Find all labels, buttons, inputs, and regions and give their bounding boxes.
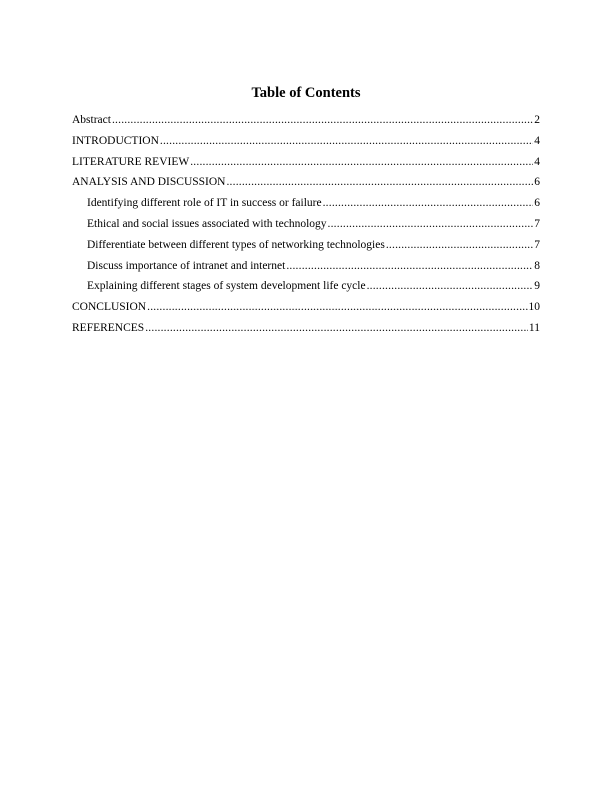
dot-leader <box>386 238 533 252</box>
toc-entry-networking-technologies[interactable] <box>72 238 540 259</box>
dot-leader <box>367 279 534 293</box>
dot-leader <box>112 113 533 127</box>
dot-leader <box>286 259 533 273</box>
dot-leader <box>147 300 527 314</box>
dot-leader <box>226 175 533 189</box>
toc-entry-sdlc-stages[interactable] <box>72 279 540 300</box>
toc-entry-role-of-it[interactable] <box>72 196 540 217</box>
toc-page-number: 9 <box>534 280 540 293</box>
toc-entry-text: Differentiate between different types of networking technologies <box>87 238 385 251</box>
toc-page-number: 11 <box>528 321 540 334</box>
toc-entry-text: REFERENCES <box>72 321 145 334</box>
dot-leader <box>190 155 533 169</box>
toc-entry-text: Ethical and social issues associated with technology <box>87 217 327 230</box>
toc-list <box>72 113 540 342</box>
toc-entry-text: INTRODUCTION <box>72 134 159 147</box>
toc-entry-literature-review[interactable] <box>72 155 540 176</box>
toc-page-number: 10 <box>528 301 540 314</box>
toc-entry-references[interactable] <box>72 321 540 342</box>
dot-leader <box>145 321 528 335</box>
toc-title: Table of Contents <box>251 85 361 101</box>
toc-entry-text: Identifying different role of IT in success or failure <box>87 197 322 210</box>
toc-entry-text: Abstract <box>72 114 111 126</box>
toc-entry-analysis-and-discussion[interactable] <box>72 175 540 196</box>
toc-page-number: 4 <box>534 155 540 168</box>
toc-page-number: 6 <box>534 176 540 189</box>
toc-page-number: 2 <box>534 114 540 126</box>
toc-page-number: 7 <box>534 238 540 251</box>
toc-entry-text: ANALYSIS AND DISCUSSION <box>72 176 226 189</box>
toc-entry-ethical-social-issues[interactable] <box>72 217 540 238</box>
toc-page-number: 7 <box>534 217 540 230</box>
toc-page-number: 4 <box>534 134 540 147</box>
dot-leader <box>328 217 534 231</box>
toc-entry-introduction[interactable] <box>72 134 540 155</box>
toc-entry-abstract[interactable] <box>72 113 540 134</box>
dot-leader <box>160 134 533 148</box>
dot-leader <box>323 196 534 210</box>
toc-entry-text: CONCLUSION <box>72 301 147 314</box>
toc-page-number: 8 <box>534 259 540 272</box>
toc-entry-intranet-internet[interactable] <box>72 259 540 280</box>
toc-entry-text: LITERATURE REVIEW <box>72 155 190 168</box>
toc-entry-conclusion[interactable] <box>72 300 540 321</box>
toc-entry-text: Discuss importance of intranet and internet <box>87 259 286 272</box>
toc-page-number: 6 <box>534 197 540 210</box>
toc-entry-text: Explaining different stages of system development life cycle <box>87 280 366 293</box>
